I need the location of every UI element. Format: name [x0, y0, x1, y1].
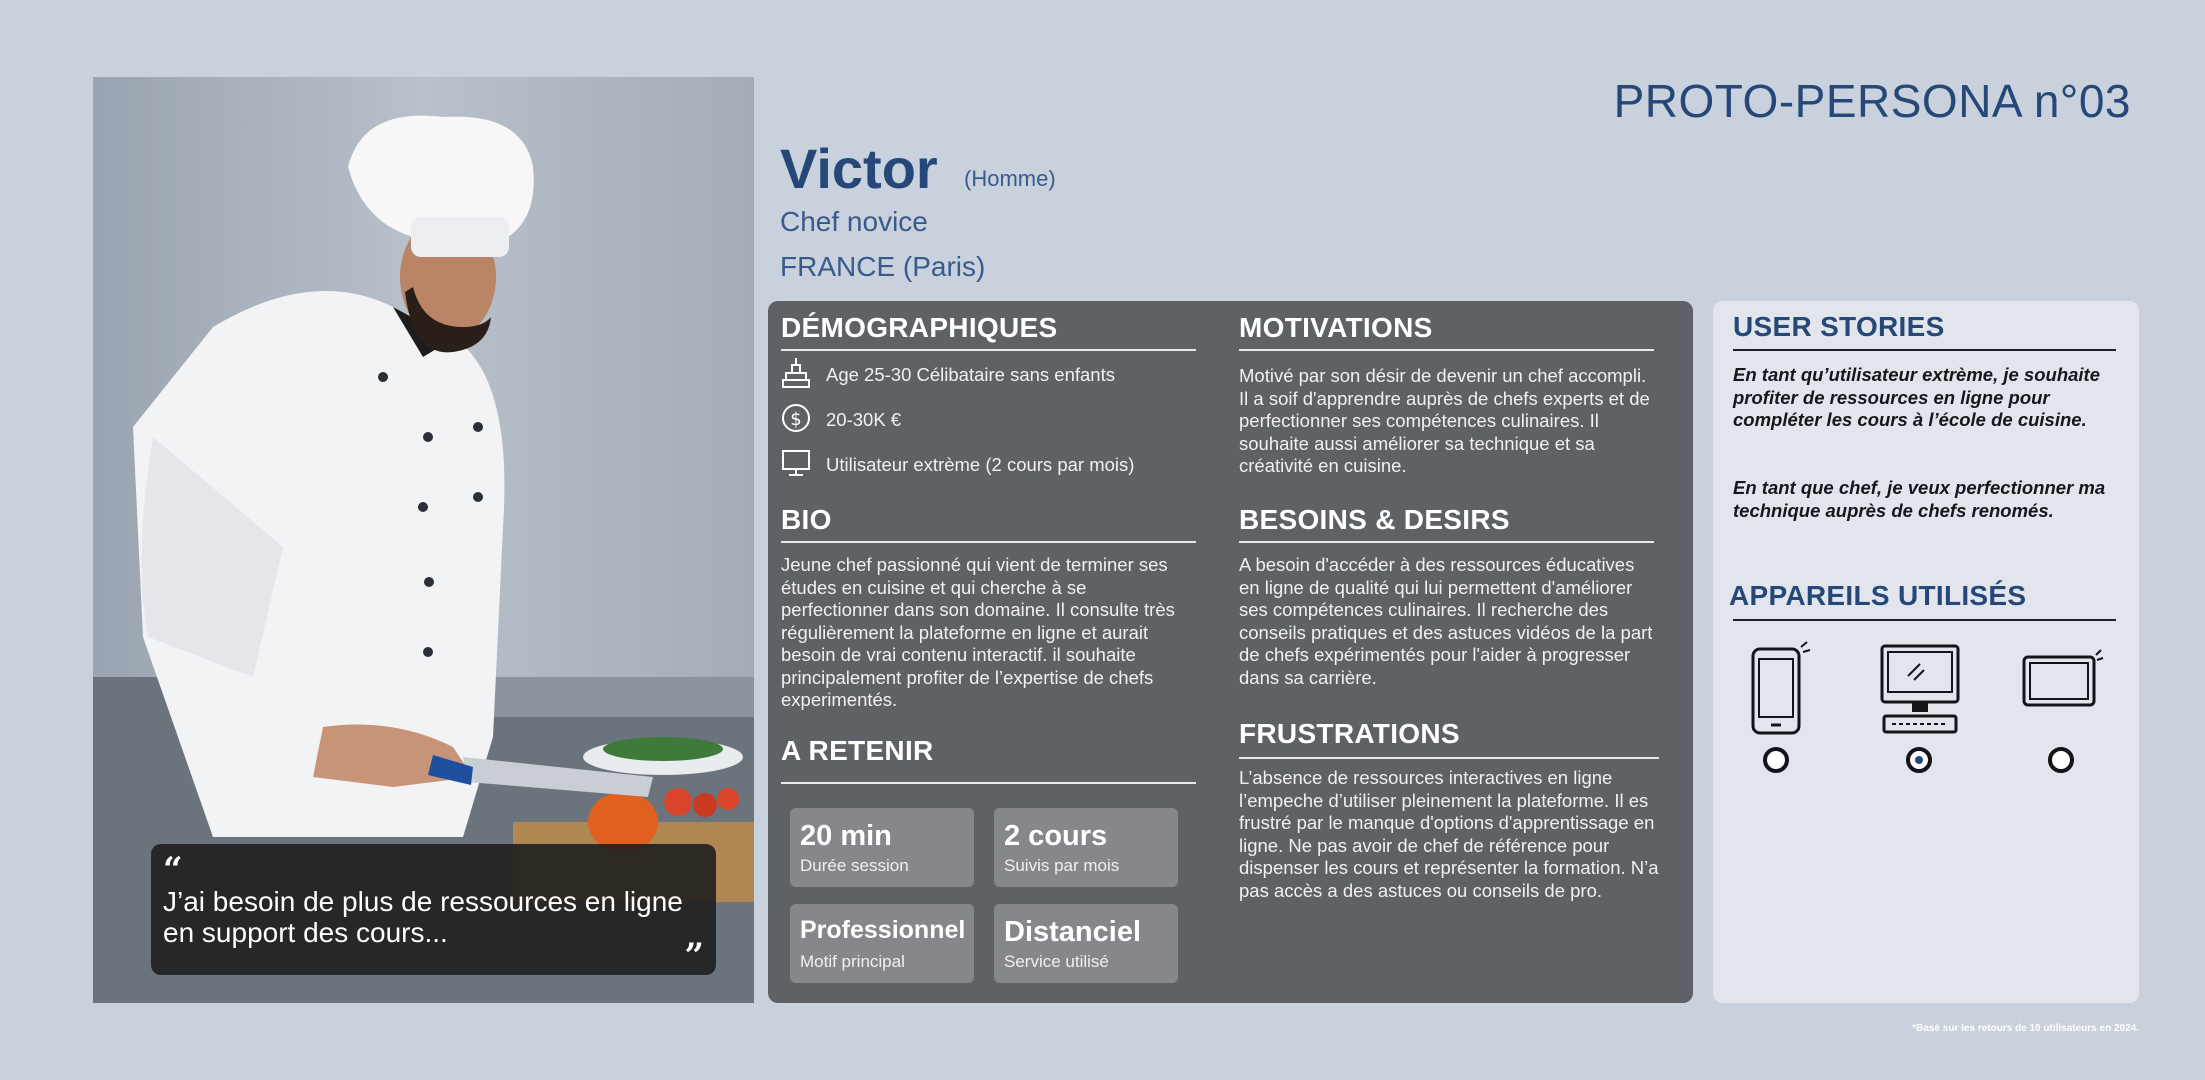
stat-value: 20 min [800, 820, 892, 852]
needs-heading: BESOINS & DESIRS [1239, 504, 1510, 535]
persona-id-title: PROTO-PERSONA n°03 [1613, 75, 2131, 127]
user-stories-panel [1713, 301, 2139, 1003]
stat-label: Suivis par mois [1004, 856, 1120, 875]
desktop-computer-icon [1878, 644, 1962, 736]
user-stories-heading: USER STORIES [1733, 311, 1945, 342]
stat-service-used [994, 904, 1178, 983]
demo-row-usage [781, 445, 811, 484]
svg-text:$: $ [790, 409, 802, 430]
persona-gender: (Homme) [964, 166, 1056, 191]
needs-divider [1239, 541, 1654, 543]
needs-text: A besoin d'accéder à des ressources éducatives en ligne de qualité qui lui permettent d'améliorer ses compétences culinaires. Il recherche des conseils pratiques et des astuces vidéos de la part de chefs expérimentés pour l'aider à progresser dans sa carrière. [1239, 554, 1653, 688]
demo-row-age [781, 355, 811, 394]
birthday-cake-icon [781, 355, 811, 389]
stat-label: Service utilisé [1004, 952, 1109, 971]
device-desktop-radio[interactable] [1906, 747, 1932, 773]
user-story-1: En tant qu’utilisateur extrème, je souhaite profiter de ressources en ligne pour compléter les cours à l’école de cuisine. [1733, 364, 2101, 430]
laptop-icon [2018, 649, 2104, 713]
demo-row-income-text: 20-30K € [826, 409, 902, 430]
stat-value: Professionnel [800, 916, 966, 944]
computer-icon [781, 445, 811, 479]
bio-divider [781, 541, 1196, 543]
dollar-coin-icon [781, 401, 811, 435]
stat-courses-per-month [994, 808, 1178, 887]
bio-heading: BIO [781, 504, 832, 535]
quote-open-icon: “ [163, 850, 183, 890]
device-laptop-radio[interactable] [2048, 747, 2074, 773]
retain-divider [781, 782, 1196, 784]
smartphone-icon [1747, 641, 1811, 737]
demo-row-income [781, 401, 811, 440]
persona-name: Victor [780, 137, 938, 200]
persona-details-panel [768, 301, 1693, 1003]
devices-divider [1733, 619, 2116, 621]
footnote: *Basé sur les retours de 10 utilisateurs en 2024. [1912, 1023, 2139, 1034]
motivations-text: Motivé par son désir de devenir un chef accompli. Il a soif d'apprendre auprès de chefs experts et de perfectionner ses compétences culinaires. Il souhaite aussi améliorer sa technique et sa créativité en cuisine. [1239, 365, 1650, 476]
stat-main-motive [790, 904, 974, 983]
retain-heading: A RETENIR [781, 735, 934, 766]
persona-quote: J’ai besoin de plus de ressources en ligne en support des cours... [163, 886, 683, 948]
stat-label: Motif principal [800, 952, 905, 971]
stat-session-duration [790, 808, 974, 887]
persona-quote-box [151, 844, 716, 975]
persona-location: FRANCE (Paris) [780, 251, 986, 282]
demo-row-usage-text: Utilisateur extrème (2 cours par mois) [826, 454, 1135, 475]
user-stories-divider [1733, 349, 2116, 351]
bio-text: Jeune chef passionné qui vient de terminer ses études en cuisine et qui cherche à se perfectionner dans son domaine. Il consulte très régulièrement la plateforme en ligne et aurait besoin de vrai contenu interactif. il souhaite principalement profiter de l’expertise de chefs experimentés. [781, 554, 1175, 710]
motivations-heading: MOTIVATIONS [1239, 312, 1433, 343]
frustrations-heading: FRUSTRATIONS [1239, 718, 1460, 749]
stat-value: Distanciel [1004, 916, 1141, 948]
persona-role: Chef novice [780, 206, 928, 237]
device-phone-radio[interactable] [1763, 747, 1789, 773]
demo-row-age-text: Age 25-30 Célibataire sans enfants [826, 364, 1115, 385]
demographics-divider [781, 349, 1196, 351]
frustrations-text: L’absence de ressources interactives en ligne l’empeche d’utiliser pleinement la plateforme. Il es frustré par le manque d'options d'apprentissage en ligne. Ne pas avoir de chef de référence pour dispenser les cours et représenter la formation. N’a pas accès a des astuces ou conseils de pro. [1239, 767, 1659, 901]
frustrations-divider [1239, 757, 1659, 759]
persona-photo [93, 77, 754, 1003]
devices-heading: APPAREILS UTILISÉS [1729, 580, 2027, 611]
stat-value: 2 cours [1004, 820, 1108, 852]
stat-label: Durée session [800, 856, 909, 875]
quote-close-icon: ” [684, 936, 704, 976]
demographics-heading: DÉMOGRAPHIQUES [781, 312, 1058, 343]
user-story-2: En tant que chef, je veux perfectionner ma technique auprès de chefs renomés. [1733, 477, 2106, 521]
motivations-divider [1239, 349, 1654, 351]
